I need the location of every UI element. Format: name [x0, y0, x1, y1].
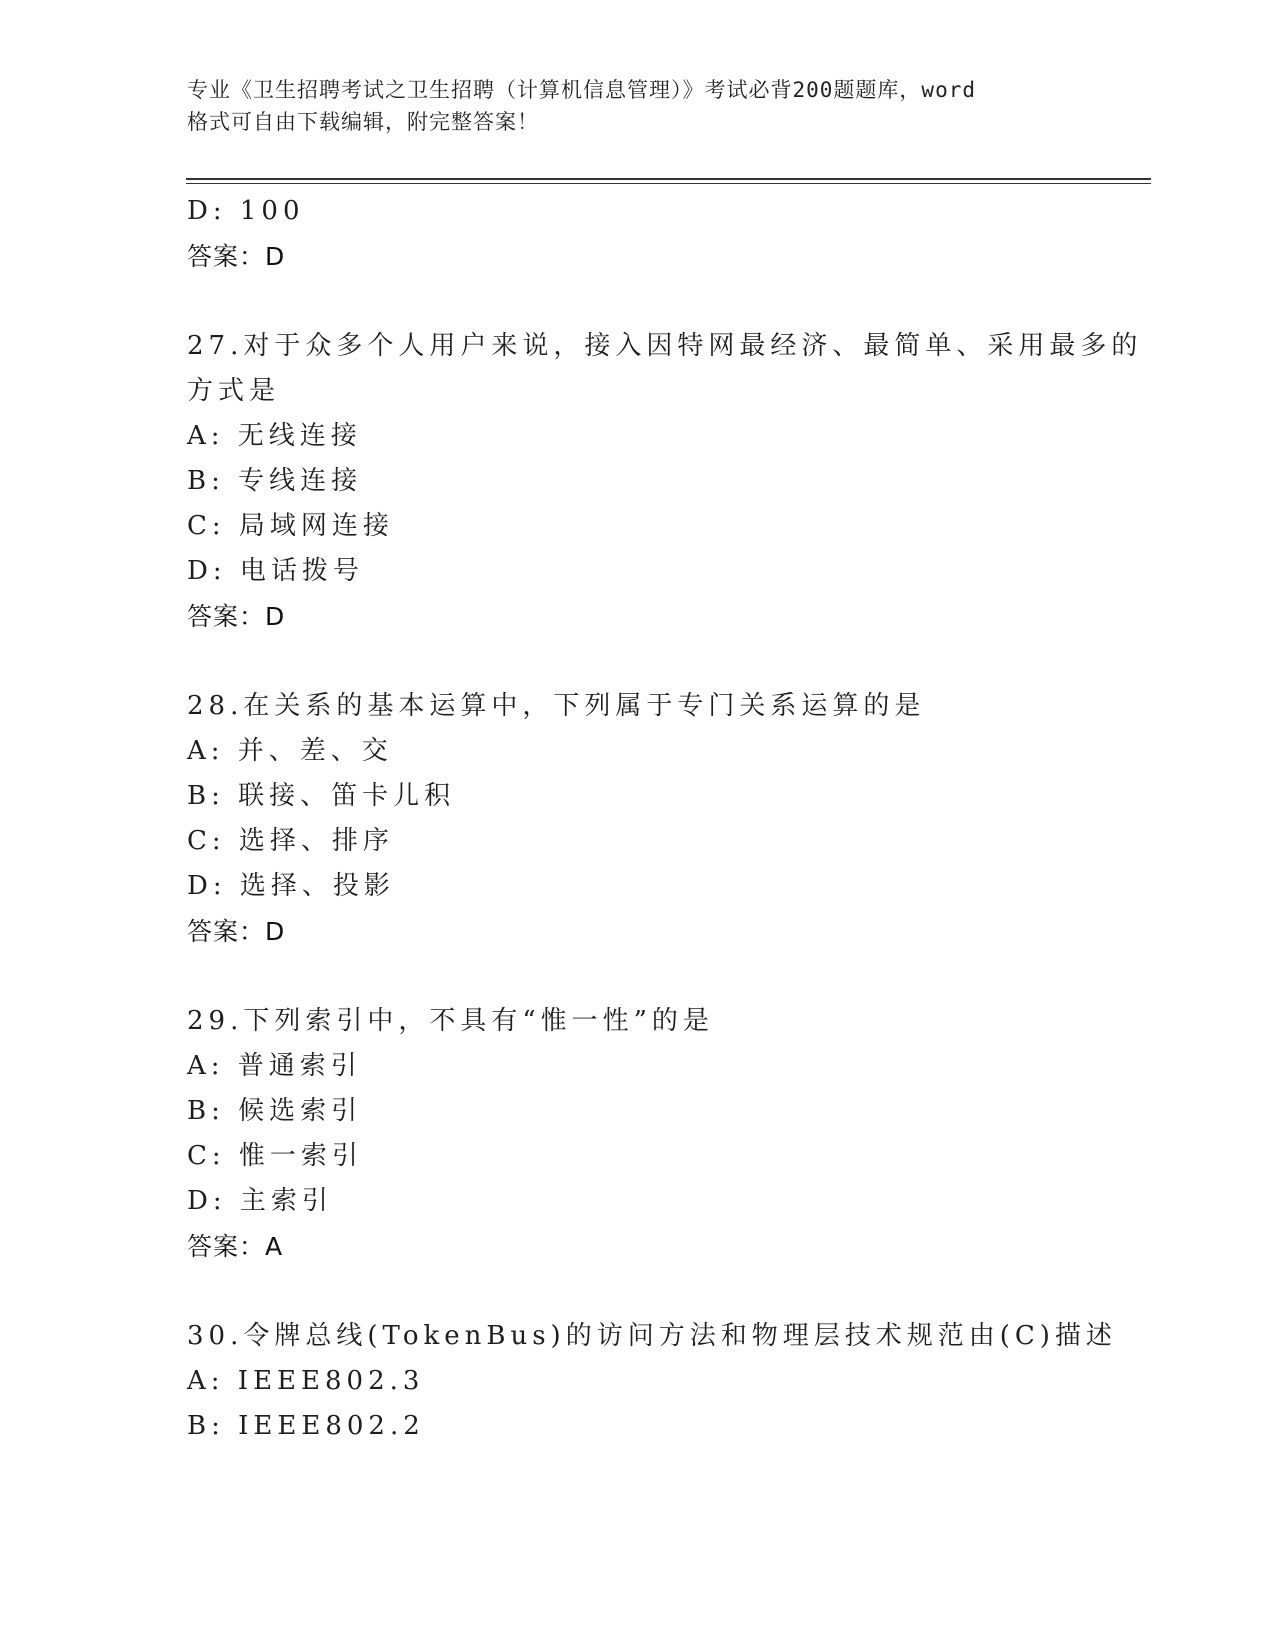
header-line-2: 格式可自由下载编辑，附完整答案！: [187, 110, 539, 134]
option-b: B: 候选索引: [187, 1096, 363, 1126]
option-d: D: 电话拨号: [187, 556, 364, 586]
answer-line: 答案：D: [187, 242, 286, 271]
option-b: B: IEEE802.2: [187, 1411, 425, 1441]
answer-line: 答案：D: [187, 602, 286, 631]
question-stem: 29.下列索引中，不具有“惟一性”的是: [187, 1006, 714, 1036]
question-stem: 30.令牌总线(TokenBus)的访问方法和物理层技术规范由(C)描述: [187, 1321, 1117, 1351]
document-header: [187, 74, 1087, 138]
option-b: B: 专线连接: [187, 466, 363, 496]
option-a: A: IEEE802.3: [187, 1366, 425, 1396]
header-divider-thin: [186, 183, 1151, 184]
question-list: [187, 189, 1143, 1449]
option-a: A: 并、差、交: [187, 736, 393, 766]
option-a: A: 无线连接: [187, 421, 362, 451]
option-c: C: 选择、排序: [187, 826, 394, 856]
question-27: [187, 324, 1143, 639]
question-26-tail: [187, 189, 1127, 279]
answer-line: 答案：D: [187, 917, 286, 946]
question-stem: 27.对于众多个人用户来说，接入因特网最经济、最简单、采用最多的: [187, 331, 1143, 361]
option-a: A: 普通索引: [187, 1051, 362, 1081]
header-divider: [186, 178, 1151, 180]
question-stem: 28.在关系的基本运算中，下列属于专门关系运算的是: [187, 691, 926, 721]
option-c: C: 局域网连接: [187, 511, 394, 541]
option-b: B: 联接、笛卡儿积: [187, 781, 456, 811]
question-30: [187, 1314, 1127, 1449]
option-d: D: 主索引: [187, 1186, 333, 1216]
question-28: [187, 684, 1127, 954]
option-d: D: 100: [187, 196, 305, 226]
question-29: [187, 999, 1127, 1269]
answer-line: 答案：A: [187, 1232, 284, 1261]
question-stem-continued: 方式是: [187, 376, 281, 406]
option-d: D: 选择、投影: [187, 871, 395, 901]
header-line-1: 专业《卫生招聘考试之卫生招聘（计算机信息管理）》考试必背200题题库，word: [187, 78, 976, 102]
option-c: C: 惟一索引: [187, 1141, 363, 1171]
